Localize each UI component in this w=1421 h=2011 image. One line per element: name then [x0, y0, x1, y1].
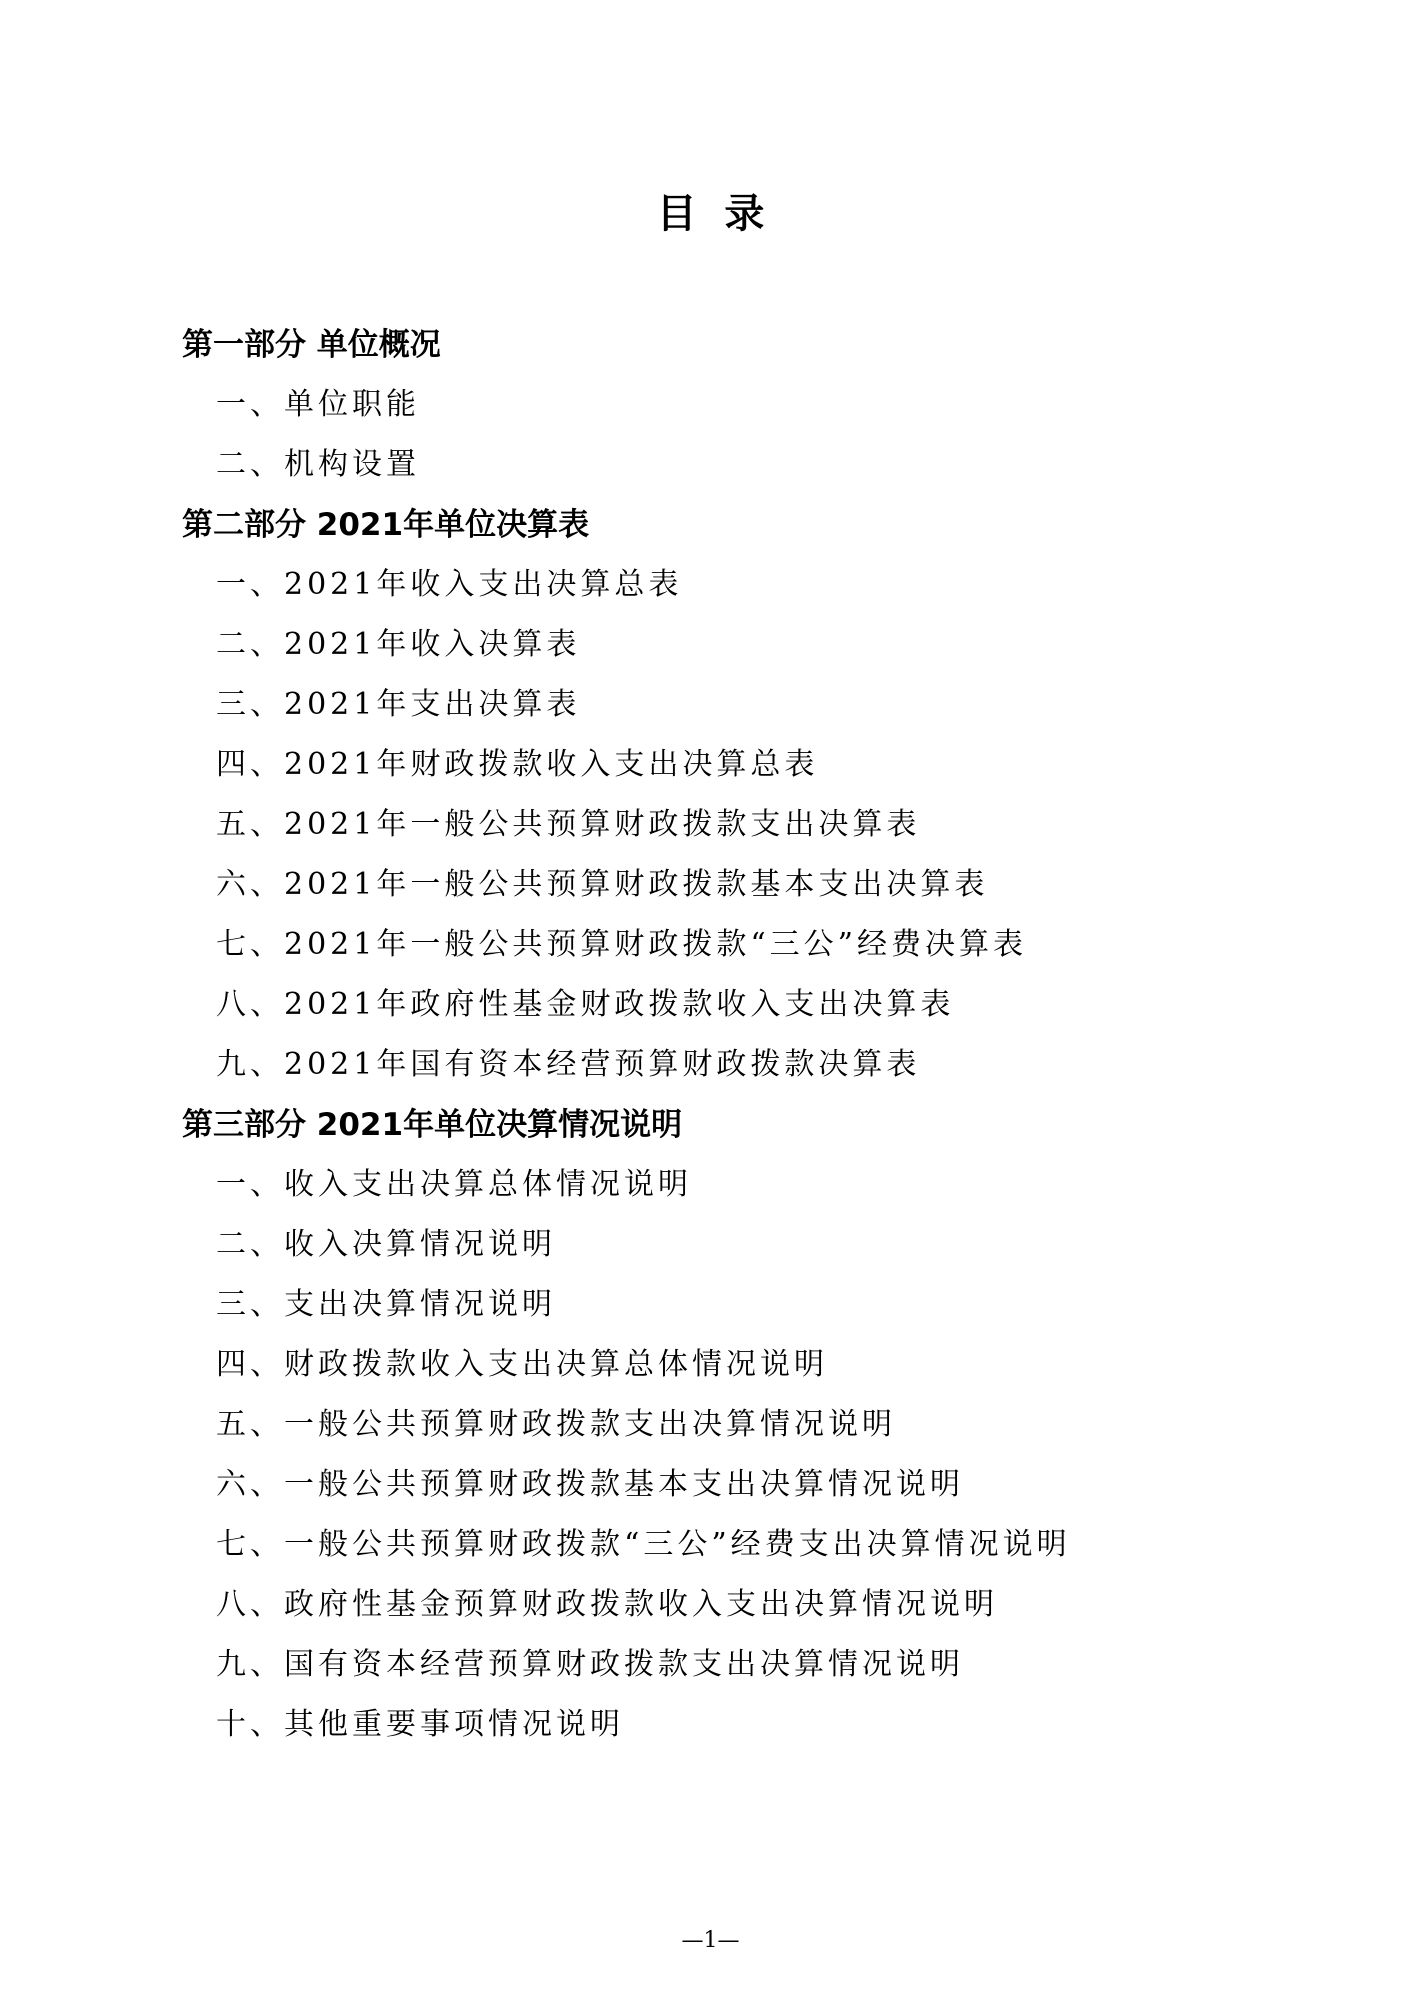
page-number: —1—: [681, 1928, 740, 1953]
toc-item: 十、其他重要事项情况说明: [216, 1707, 624, 1742]
toc-item: 二、2021年收入决算表: [216, 627, 581, 662]
toc-item: 七、一般公共预算财政拨款“三公”经费支出决算情况说明: [216, 1527, 1071, 1562]
toc-item: 三、支出决算情况说明: [216, 1287, 556, 1322]
toc-item: 一、单位职能: [216, 387, 420, 422]
toc-item: 一、2021年收入支出决算总表: [216, 567, 683, 602]
table-of-contents: [182, 315, 1302, 1755]
toc-item: 六、2021年一般公共预算财政拨款基本支出决算表: [216, 867, 989, 902]
toc-item: 四、2021年财政拨款收入支出决算总表: [216, 747, 819, 782]
toc-item: 五、2021年一般公共预算财政拨款支出决算表: [216, 807, 921, 842]
toc-item: 七、2021年一般公共预算财政拨款“三公”经费决算表: [216, 927, 1028, 962]
toc-item: 五、一般公共预算财政拨款支出决算情况说明: [216, 1407, 896, 1442]
toc-item: 一、收入支出决算总体情况说明: [216, 1167, 692, 1202]
toc-item: 四、财政拨款收入支出决算总体情况说明: [216, 1347, 828, 1382]
toc-item: 八、政府性基金预算财政拨款收入支出决算情况说明: [216, 1587, 998, 1622]
toc-item: 六、一般公共预算财政拨款基本支出决算情况说明: [216, 1467, 964, 1502]
toc-item: 九、国有资本经营预算财政拨款支出决算情况说明: [216, 1647, 964, 1682]
toc-item: 二、收入决算情况说明: [216, 1227, 556, 1262]
toc-item: 二、机构设置: [216, 447, 420, 482]
toc-section-heading: 第三部分 2021年单位决算情况说明: [182, 1107, 683, 1143]
toc-item: 九、2021年国有资本经营预算财政拨款决算表: [216, 1047, 921, 1082]
toc-item: 三、2021年支出决算表: [216, 687, 581, 722]
toc-section-heading: 第二部分 2021年单位决算表: [182, 507, 590, 543]
page-title: 目 录: [656, 191, 765, 237]
toc-section-heading: 第一部分 单位概况: [182, 327, 441, 363]
toc-item: 八、2021年政府性基金财政拨款收入支出决算表: [216, 987, 955, 1022]
